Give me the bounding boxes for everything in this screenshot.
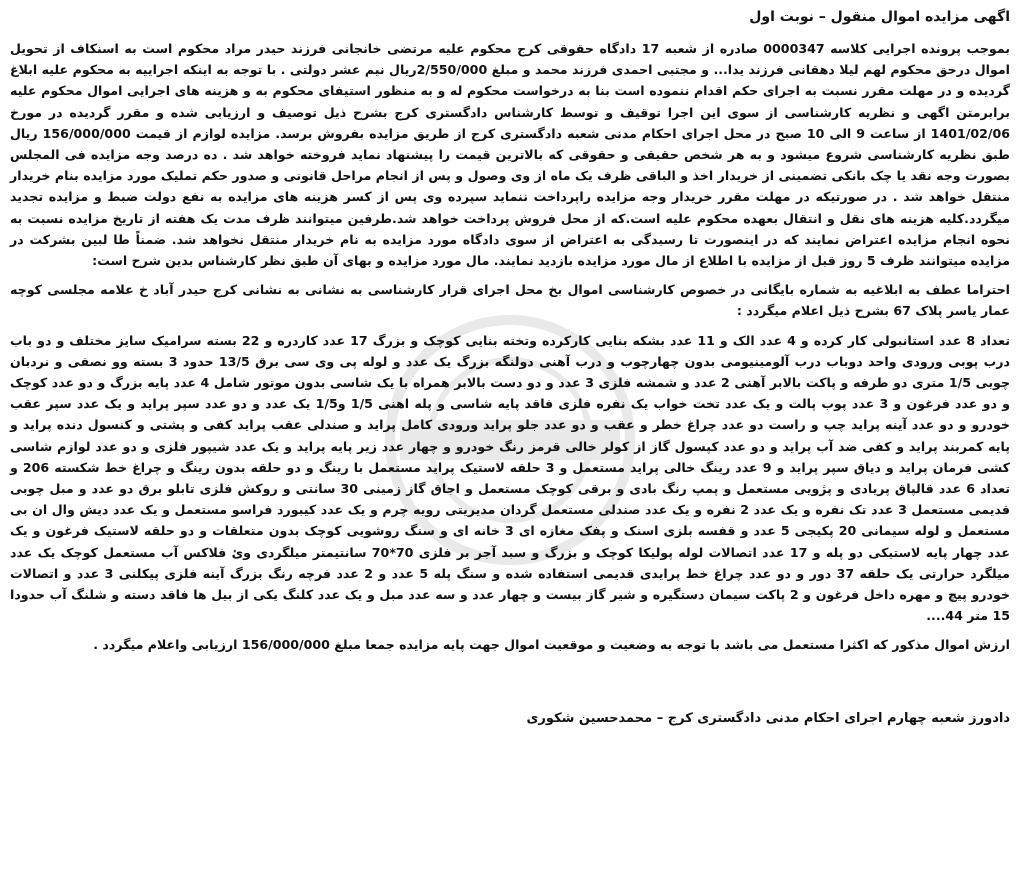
spacer bbox=[10, 664, 1010, 708]
notice-paragraph-item-list: تعداد 8 عدد استانبولی کار کرده و 4 عدد الک و 11 عدد بشکه بنایی کارکرده وتخته بنایی کوچک و بزرگ 17 عدد کاردره و 22 بسته سرامیک سایز مختلف و دو باب درب پوبی ورودی واحد دوباب درب آلومینیومی بدون چهارچوب و درب آهنی دولنگه بزرگ یک عدد و لوله پی وی سی برق 13/5 حدود 3 بسته وو نصفی و نردبان چوبی 1/5 متری دو طرفه و پاکت بالابر آهنی 2 عدد و شمشه فلزی 3 عدد و دو دست بالابر همراه با یک شاسی بدون موتور شامل 4 عدد پایه بزرگ و دو عدد کوچک و دو عدد فرغون و 3 عدد پوب پالت و یک عدد تخت خواب یک نفره فلزی فاقد پایه شاسی و پله اهنی 1/5 و1/5 یک عدد و دو عدد سپر پراید و یک عدد سپر عقب خودرو و دو عدد آینه پراید چپ و راست دو عدد چراغ خطر و عقب و دو عدد جلو پراید ورودی کامل پراید و صندلی عقب پراید کفی و پشتی و کنسول دنده پراید و پایه کمربند پراید و کفی ضد آب پراید و دو عدد کپسول گاز از کولر خالی قرمز رنگ خودرو و چهار عدد زیر پایه پراید و یک عدد شیپور فلزی و دو عدد لوازم شاسی کشی فرمان پراید و دیاق سپر پراید و 9 عدد رینگ خالی پراید مستعمل و 3 حلقه لاستیک پراید مستعمل با رینگ و دو حلقه بدون رینگ و چراغ خط شکسته 206 و تعداد 6 عدد قالپاق پریادی و پژویی مستعمل و پمپ رنگ بادی و برقی کوچک مستعمل و اجاق گاز زمینی 30 سانتی و روکش فلزی تابلو برق دو عدد و مبل چوبی قدیمی مستعمل 3 عدد تک نفره و یک عدد 2 نفره و یک عدد صندلی مستعمل گردان مدیریتی رویه چرم و یک عدد کیبورد فراسو مستعمل و یک عدد دیش وال ان بی مستعمل و لوله سیمانی 20 پکیجی 5 عدد و قفسه بلزی اسنک و پفک مغازه ای 3 خانه ای و سنگ روشویی کوچک بدون متعلقات و دو حلقه لاستیک فرغون و یک عدد چهار پایه لاستیکی دو پله و 17 عدد اتصالات لوله پولیکا کوچک و بزرگ و سبد آجر بر فلزی 70*70 سانتیمتر میلگردی وئ فلاکس آب مستعمل کوچک یک عدد میلگرد حرارتی یک حلقه 37 دور و دو عدد چراغ خط پرایدی قدیمی استفاده شده و سنگ پله 5 عدد و 2 عدد فرچه رنگ بزرگ آینه فلزی پیکلنی 3 عدد و اتصالات خودرو پیچ و مهره داخل فرغون و 2 پاکت سیمان دستگیره و شیر گاز بیست و چهار عدد و سه عدد مبل و یک عدد کلنگ یکی از بیل ها فاقد دسته و شلنگ آب حدودا 15 متر 44.... bbox=[10, 332, 1011, 624]
notice-paragraph-expert-address: احتراما عطف به ابلاغیه به شماره بایگانی در خصوص کارشناسی اموال بخ محل اجرای قرار کارشناسی به نشانی به نشانی کرج حیدر آباد خ علامه مجلسی کوچه عمار یاسر پلاک 67 بشرح ذیل اعلام میگردد : bbox=[10, 282, 1010, 319]
notice-paragraph-case-details: بموجب پرونده اجرایی کلاسه 0000347 صادره از شعبه 17 دادگاه حقوقی کرج محکوم علیه مرتضی خانجانی فرزند حیدر مراد محکوم است به اسنکاف از تحویل اموال درحق محکوم لهم لیلا دهقانی فرزند یدا... و مجتبی احمدی فرزند محمد و مبلغ 2/550/000ریال نیم عشر دولتی . با توجه به اینکه اجراییه به محکوم علیه ابلاغ گردیده و در مهلت مقرر نسبت به اجرای حکم اقدام ننموده است بنا به درخواست محکوم له و به منظور استیفای محکوم به و هزینه های اجرایی اموال محکوم علیه برابرمتن اگهی و نظریه کارشناسی از سوی این اجرا توقیف و توسط کارشناس دادگستری کرج بشرح ذیل توصیف و ارزیابی شده و مقرر گردیده در مورخ 1401/02/06 از ساعت 9 الی 10 صبح در محل اجرای احکام مدنی شعبه دادگستری کرج از طریق مزایده بفروش برسد. مزایده لوازم از قیمت 156/000/000 ریال طبق نظریه کارشناسی شروع میشود و به هر شخص حقیقی و حقوقی که بالاترین قیمت را پیشنهاد نماید فروخته خواهد شد . ده درصد وجه مزایده فی المجلس بصورت وجه نقد یا چک بانکی تضمینی از خریدار اخذ و الباقی ظرف یک ماه از وی وصول و پس از انجام مراحل قانونی و صدور حکم تملیک مورد مزایده بنام خریدار منتقل خواهد شد . در صورتیکه در مهلت مقرر خریدار وجه مزایده راپرداخت ننماید سپرده وی پس از کسر هزینه های مزایده به نفع دولت ضبط و مزایده تجدید میگردد.کلیه هزینه های نقل و انتقال بعهده محکوم علیه است.که از محل فروش پرداخت خواهد شد.طرفین میتوانند ظرف مدت یک هفته از تاریخ مزایده نسبت به نحوه انجام مزایده اعتراض نمایند که در اینصورت تا رسیدگی به اعتراض از سوی دادگاه مورد مزایده به نام خریدار منتقل نخواهد شد. ضمناً طا لبین بشرکت در مزایده میتوانند ظرف 5 روز قبل از مزایده با اطلاع از مال مورد مزایده بازدید نمایند. مال مورد مزایده و بهای آن طبق نظر کارشناس بدین شرح است: bbox=[10, 41, 1010, 269]
notice-paragraph-valuation: ارزش اموال مذکور که اکثرا مستعمل می باشد با توجه به وضعیت و موقعیت اموال جهت پایه مزایده جمعا مبلغ 156/000/000 ارزیابی واعلام میگردد . bbox=[93, 637, 1010, 653]
auction-notice bbox=[10, 6, 1010, 886]
notice-title: اگهی مزایده اموال منقول – نوبت اول bbox=[749, 9, 1010, 25]
notice-signature: دادورز شعبه چهارم اجرای احکام مدنی دادگستری کرج – محمدحسین شکوری bbox=[526, 710, 1010, 726]
